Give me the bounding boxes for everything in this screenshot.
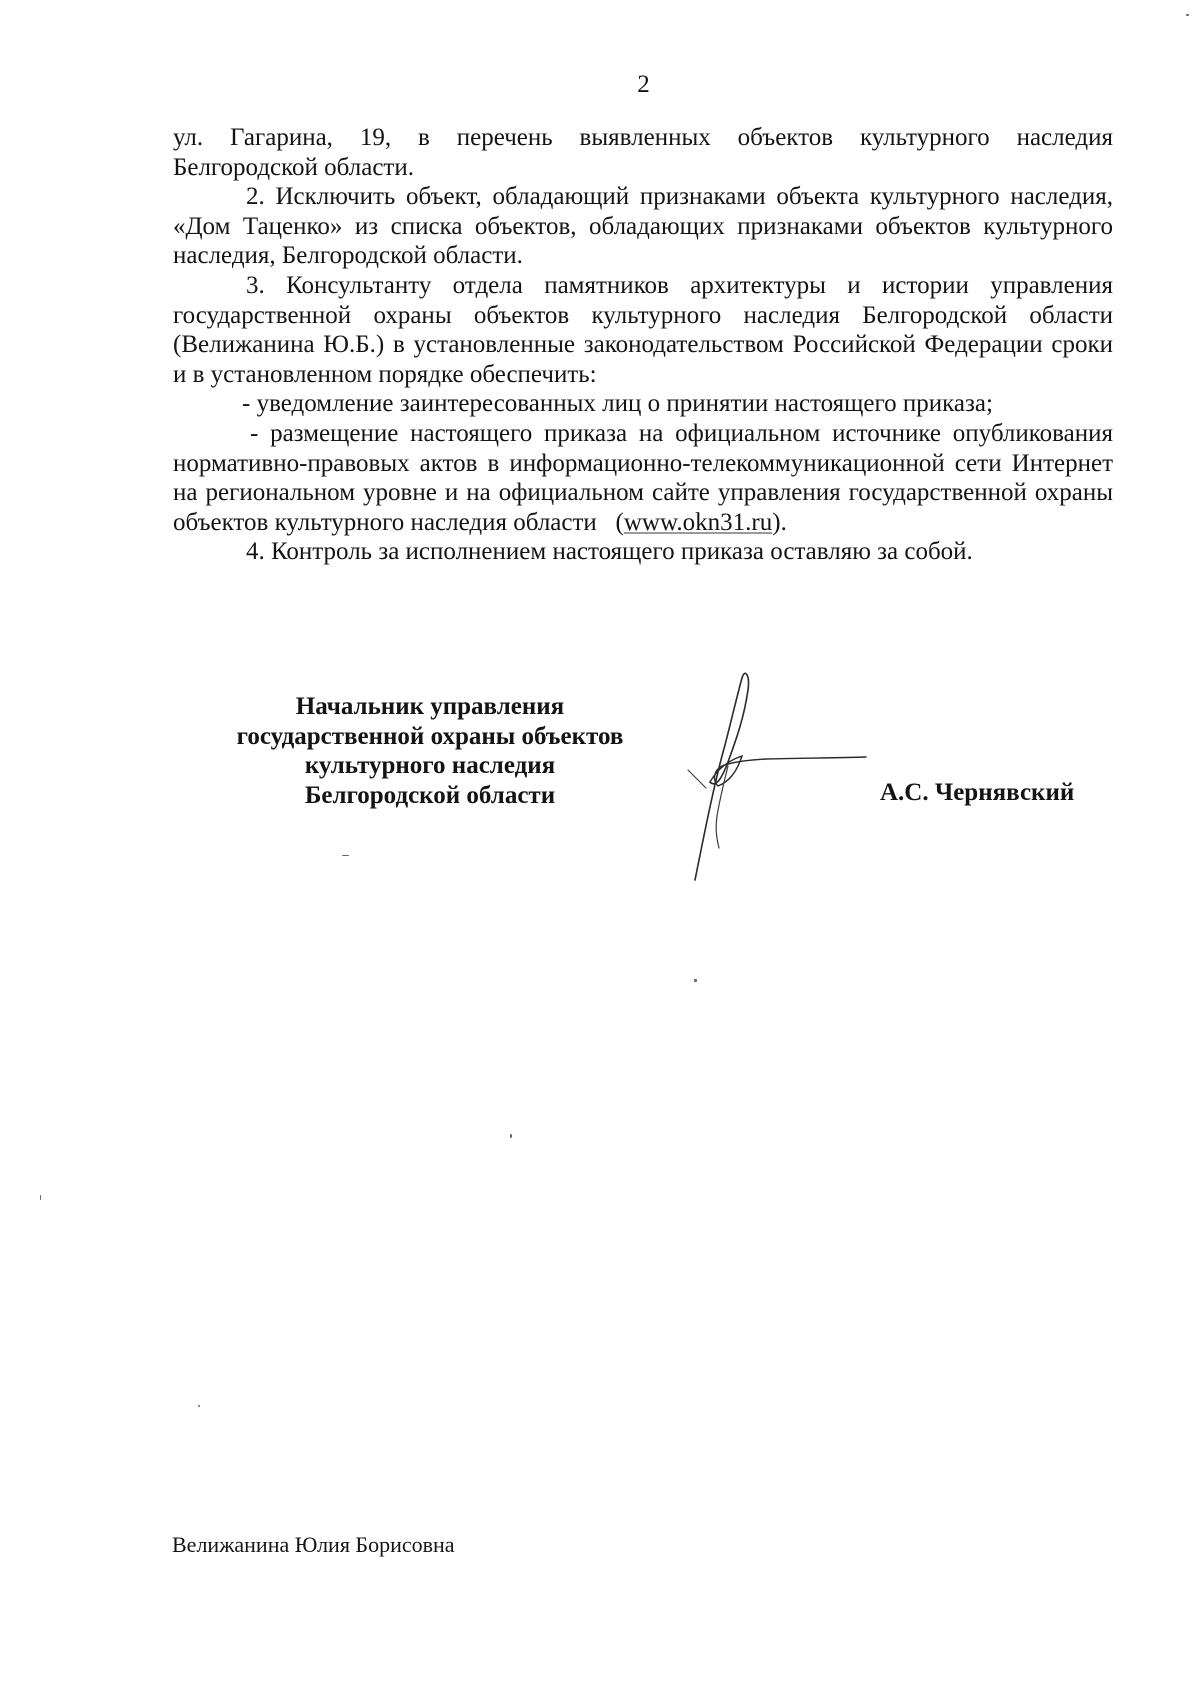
scan-speck [694,979,697,982]
paragraph-bullet-notification: - уведомление заинтересованных лиц о принятии настоящего приказа; [242,390,993,418]
paragraph-item-2: 2. Исключить объект, обладающий признаками объекта культурного наследия, «Дом Таценко» из списка объектов, обладающих признаками объектов культурного наследия, Белгородской области. [173,183,1113,270]
scan-speck [198,1405,200,1407]
paragraph-item-3: 3. Консультанту отдела памятников архитектуры и истории управления государственной охраны объектов культурного наследия Белгородской области (Велижанина Ю.Б.) в установленные законодательством Российской Федерации сроки и в установленном порядке обеспечить: [173,271,1113,388]
website-open: ( [615,508,624,536]
paragraph-continuation-end: Белгородской области. [173,153,414,181]
page-number: 2 [637,71,650,98]
paragraph-bullet-publication [173,419,1113,537]
handwritten-signature [670,670,870,890]
scan-speck [342,855,349,856]
executor-name: Велижанина Юлия Борисовна [172,1532,455,1557]
publication-text: - размещение настоящего приказа на официальном источнике опубликования нормативно-правовых актов в информационно-телекоммуникационной сети Интернет на региональном уровне и на официальном сайте управления государственной охраны объектов культурного наследия области [173,419,1113,536]
paragraph-item-4: 4. Контроль за исполнением настоящего приказа оставляю за собой. [246,538,973,566]
website-close: ). [772,508,787,536]
signatory-position-line: культурного наследия [304,752,556,779]
paragraph-continuation: ул. Гагарина, 19, в перечень выявленных объектов культурного наследия [173,124,1113,151]
scan-speck [510,1134,512,1138]
signatory-name: А.С. Чернявский [880,779,1075,806]
website-link[interactable]: www.okn31.ru [623,508,773,536]
signatory-position-line: государственной охраны объектов [236,722,624,750]
signatory-position [190,692,670,810]
document-body [173,123,1113,567]
scan-speck [40,1195,41,1200]
signatory-position-line: Начальник управления [295,693,565,720]
signatory-position-line: Белгородской области [304,781,556,809]
scan-speck [1186,14,1189,16]
